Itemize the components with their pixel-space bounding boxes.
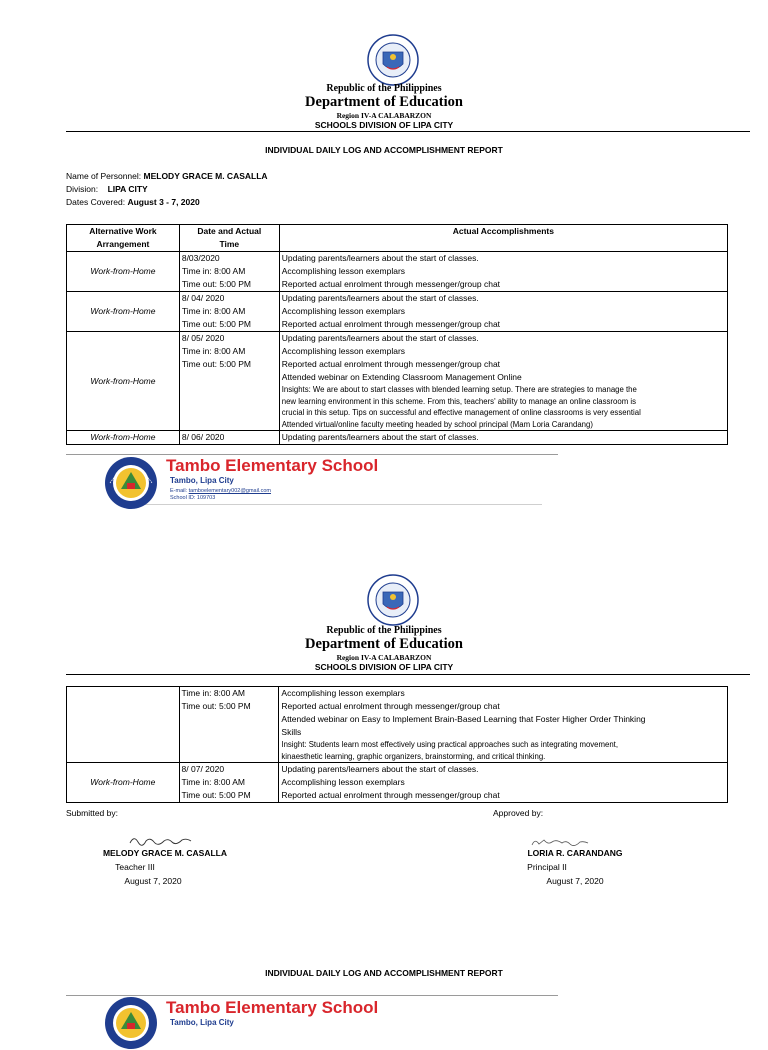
insight-line: crucial in this setup. Tips on successful and effective management of online classrooms is very essential (281, 408, 641, 417)
region-heading: Region IV-A CALABARZON (336, 653, 432, 662)
republic-heading: Republic of the Philippines (326, 625, 442, 636)
personnel-name-label: Name of Personnel: (66, 171, 142, 181)
insight-line: kinaesthetic learning, graphic organizers, brainstorming, and critical thinking. (281, 751, 546, 761)
arrangement-cell: Work-from-Home (67, 252, 180, 292)
table-row (67, 292, 728, 332)
insight-line: Insight: Students learn most effectively using practical approaches such as integrating movement, (281, 740, 619, 749)
school-name: Tambo Elementary School (166, 998, 379, 1017)
school-email-link[interactable]: tamboelementary002@gmail.com (188, 488, 271, 494)
school-email-line: E-mail: tamboelementary002@gmail.com (170, 488, 271, 494)
division-heading: SCHOOLS DIVISION OF LIPA CITY (314, 120, 454, 130)
submitter-date: August 7, 2020 (124, 876, 182, 886)
date-time-cell: 8/03/2020 Time in: 8:00 AM Time out: 5:00 PM (179, 252, 279, 292)
school-name: Tambo Elementary School (166, 456, 379, 475)
insight-line: Attended virtual/online faculty meeting headed by school principal (Mam Loria Carandang) (281, 419, 593, 429)
personnel-name-line (66, 171, 268, 181)
date-time-cell: Time in: 8:00 AM Time out: 5:00 PM (179, 687, 279, 763)
approved-by-label: Approved by: (493, 808, 544, 818)
deped-seal-icon (367, 574, 419, 626)
date-time-cell: 8/ 07/ 2020 Time in: 8:00 AM Time out: 5:00 PM (179, 763, 279, 803)
banner-top-rule (66, 454, 558, 455)
arrangement-cell: Work-from-Home (67, 431, 180, 445)
accomplishments-cell: Updating parents/learners about the start of classes. Accomplishing lesson exemplars Reported actual enrolment through messenger/group chat Attended webinar on Extending Classroom Management Online Insights: We are about to start classes with blended learning setup. There are strategies to manage the new learning environment in this scheme. From this, teachers' ability to manage an online classroom is crucial in this setup. Tips on successful and effective management of online classrooms is very essential Attended virtual/online faculty meeting headed by school principal (Mam Loria Carandang) (279, 332, 727, 431)
insight-line: new learning environment in this scheme. From this, teachers' ability to manage an online classroom is (281, 396, 636, 406)
approver-date: August 7, 2020 (546, 876, 604, 886)
accomplishments-cell: Accomplishing lesson exemplars Reported actual enrolment through messenger/group chat Attended webinar on Easy to Implement Brain-Based Learning that Foster Higher Order Thinking Skills Insight: Students learn most effectively using practical approaches such as integrating movement, kinaesthetic learning, graphic organizers, brainstorming, and critical thinking. (279, 687, 728, 763)
col-header-arrangement: Alternative Work Arrangement (67, 225, 180, 252)
table-row (67, 332, 728, 431)
submitter-position: Teacher III (115, 862, 155, 872)
submitter-signature-icon (128, 833, 194, 847)
division-line (66, 184, 148, 194)
region-heading: Region IV-A CALABARZON (336, 111, 432, 120)
col-header-date-time: Date and Actual Time (179, 225, 279, 252)
dates-label: Dates Covered: (66, 197, 126, 207)
division-label: Division: (66, 184, 99, 194)
approver-signature-icon (530, 836, 590, 848)
arrangement-cell: Work-from-Home (67, 763, 180, 803)
table-row (67, 763, 728, 803)
division-heading: SCHOOLS DIVISION OF LIPA CITY (314, 662, 454, 672)
accomplishments-cell: Updating parents/learners about the start of classes. (279, 431, 727, 445)
school-location: Tambo, Lipa City (170, 1018, 234, 1027)
table-row (67, 687, 728, 763)
accomplishments-cell: Updating parents/learners about the start of classes. Accomplishing lesson exemplars Reported actual enrolment through messenger/group chat (279, 763, 728, 803)
approver-position: Principal II (527, 862, 567, 872)
banner-bottom-rule (142, 504, 542, 505)
dates-value: August 3 - 7, 2020 (127, 197, 200, 207)
date-time-cell: 8/ 05/ 2020 Time in: 8:00 AM Time out: 5:00 PM (179, 332, 279, 431)
school-logo-icon (100, 456, 162, 510)
deped-seal-icon (367, 34, 419, 86)
date-time-cell: 8/ 06/ 2020 (179, 431, 279, 445)
table-row (67, 431, 728, 445)
approver-name: LORIA R. CARANDANG (527, 848, 623, 858)
col-header-accomplishments: Actual Accomplishments (279, 225, 727, 252)
header-divider (66, 674, 750, 675)
school-location: Tambo, Lipa City (170, 476, 234, 485)
insight-line: Insights: We are about to start classes with blended learning setup. There are strategies to manage the (281, 385, 637, 394)
submitter-name: MELODY GRACE M. CASALLA (102, 848, 228, 858)
header-divider (66, 131, 750, 132)
arrangement-cell: Work-from-Home (67, 332, 180, 431)
report-title: INDIVIDUAL DAILY LOG AND ACCOMPLISHMENT REPORT (265, 145, 503, 155)
department-heading: Department of Education (305, 636, 463, 652)
personnel-name-value: MELODY GRACE M. CASALLA (143, 171, 268, 181)
accomplishments-cell: Updating parents/learners about the start of classes. Accomplishing lesson exemplars Reported actual enrolment through messenger/group chat (279, 252, 727, 292)
accomplishment-table-page1 (66, 224, 728, 445)
school-logo-icon (100, 996, 162, 1050)
department-heading: Department of Education (305, 94, 463, 110)
accomplishments-cell: Updating parents/learners about the start of classes. Accomplishing lesson exemplars Reported actual enrolment through messenger/group chat (279, 292, 727, 332)
division-value: LIPA CITY (107, 184, 148, 194)
dates-line (66, 197, 200, 207)
table-row (67, 252, 728, 292)
arrangement-cell (67, 687, 180, 763)
report-title-repeat: INDIVIDUAL DAILY LOG AND ACCOMPLISHMENT REPORT (265, 968, 503, 978)
table-header-row (67, 225, 728, 252)
accomplishment-table-page2 (66, 686, 728, 803)
arrangement-cell: Work-from-Home (67, 292, 180, 332)
date-time-cell: 8/ 04/ 2020 Time in: 8:00 AM Time out: 5:00 PM (179, 292, 279, 332)
republic-heading: Republic of the Philippines (326, 83, 442, 94)
school-id: School ID: 109703 (170, 495, 216, 501)
submitted-by-label: Submitted by: (66, 808, 118, 818)
